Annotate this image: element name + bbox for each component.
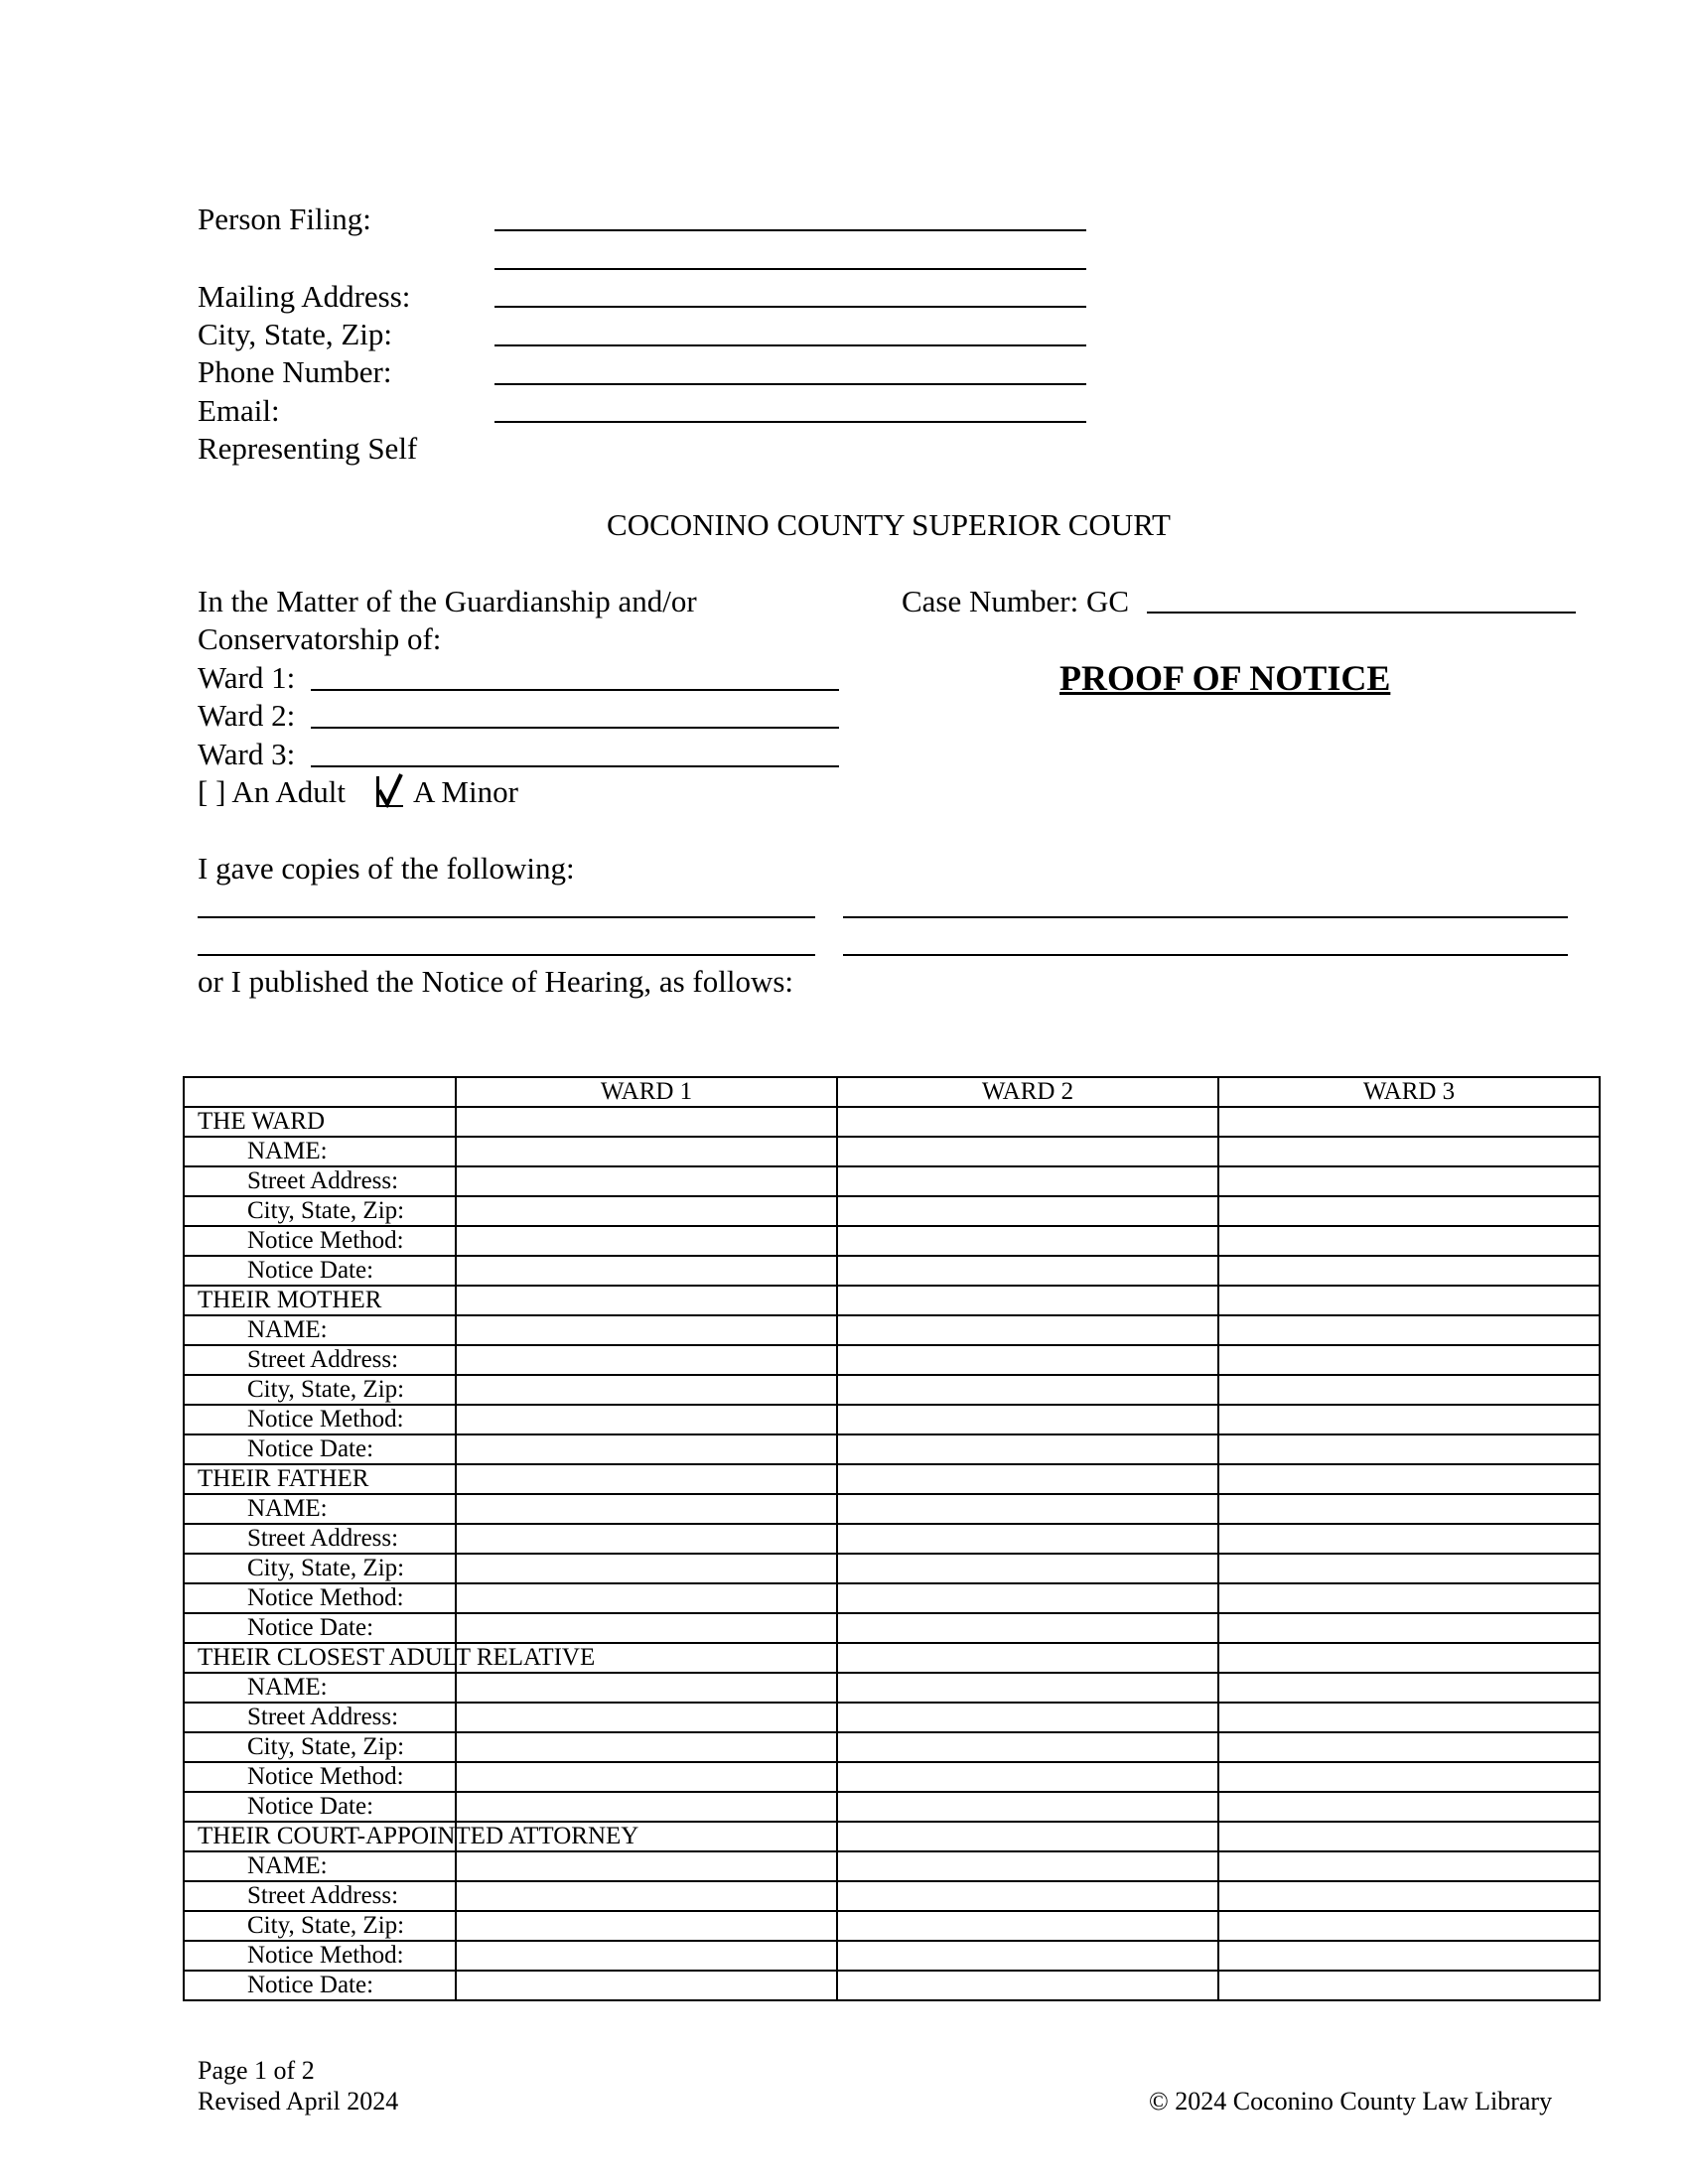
table-row: [184, 1345, 1600, 1375]
field-label: Notice Date:: [184, 1613, 456, 1643]
field-label: NAME:: [184, 1851, 456, 1881]
field-label: Notice Date:: [184, 1971, 456, 2000]
table-cell[interactable]: [1218, 1971, 1600, 2000]
field-label: NAME:: [184, 1673, 456, 1703]
matter-line-2: Conservatorship of:: [198, 621, 442, 656]
table-cell[interactable]: [837, 1286, 1218, 1315]
mailing-address-label: Mailing Address:: [198, 279, 411, 314]
table-row: [184, 1703, 1600, 1732]
table-cell[interactable]: [1218, 1851, 1600, 1881]
field-label: NAME:: [184, 1494, 456, 1524]
table-cell[interactable]: [1218, 1613, 1600, 1643]
table-row: [184, 1792, 1600, 1822]
field-label: Street Address:: [184, 1524, 456, 1554]
copies-line-2[interactable]: [843, 916, 1568, 918]
table-cell[interactable]: [456, 1732, 837, 1762]
table-cell[interactable]: [1218, 1524, 1600, 1554]
revised-date: Revised April 2024: [198, 2087, 399, 2116]
section-title: THEIR COURT-APPOINTED ATTORNEY: [184, 1822, 456, 1851]
table-row: [184, 1941, 1600, 1971]
email-label: Email:: [198, 393, 280, 428]
table-cell[interactable]: [1218, 1673, 1600, 1703]
table-cell[interactable]: [456, 1107, 837, 1137]
section-title: THE WARD: [184, 1107, 456, 1137]
table-cell[interactable]: [456, 1583, 837, 1613]
table-cell[interactable]: [837, 1345, 1218, 1375]
table-cell[interactable]: [456, 1554, 837, 1583]
table-cell[interactable]: [837, 1464, 1218, 1494]
table-cell[interactable]: [456, 1971, 837, 2000]
table-cell[interactable]: [456, 1673, 837, 1703]
field-label: Notice Method:: [184, 1762, 456, 1792]
table-cell[interactable]: [837, 1881, 1218, 1911]
table-cell[interactable]: [837, 1375, 1218, 1405]
table-cell[interactable]: [837, 1107, 1218, 1137]
table-cell[interactable]: [456, 1881, 837, 1911]
ward-3-line[interactable]: [311, 765, 839, 767]
table-cell[interactable]: [456, 1196, 837, 1226]
table-cell[interactable]: [1218, 1703, 1600, 1732]
table-cell[interactable]: [456, 1315, 837, 1345]
table-cell[interactable]: [456, 1345, 837, 1375]
table-row: [184, 1613, 1600, 1643]
table-cell[interactable]: [456, 1524, 837, 1554]
field-label: Notice Method:: [184, 1226, 456, 1256]
column-header: WARD 1: [456, 1077, 837, 1107]
matter-line-1: In the Matter of the Guardianship and/or: [198, 584, 697, 618]
field-label: City, State, Zip:: [184, 1554, 456, 1583]
field-label: City, State, Zip:: [184, 1732, 456, 1762]
section-title: THEIR FATHER: [184, 1464, 456, 1494]
table-row: [184, 1494, 1600, 1524]
field-label: Notice Method:: [184, 1405, 456, 1434]
table-row: [184, 1881, 1600, 1911]
ward-2-label: Ward 2:: [198, 698, 296, 733]
field-label: Notice Date:: [184, 1792, 456, 1822]
copyright: © 2024 Coconino County Law Library: [1149, 2087, 1553, 2116]
table-cell[interactable]: [837, 1673, 1218, 1703]
table-row: [184, 1256, 1600, 1286]
table-row: [184, 1554, 1600, 1583]
table-cell[interactable]: [456, 1137, 837, 1166]
table-cell[interactable]: [1218, 1792, 1600, 1822]
table-cell[interactable]: [1218, 1762, 1600, 1792]
table-cell[interactable]: [837, 1196, 1218, 1226]
table-row: [184, 1911, 1600, 1941]
table-cell[interactable]: [837, 1911, 1218, 1941]
table-row: [184, 1434, 1600, 1464]
table-cell[interactable]: [456, 1434, 837, 1464]
table-cell[interactable]: [837, 1137, 1218, 1166]
field-label: Notice Method:: [184, 1941, 456, 1971]
table-cell[interactable]: [1218, 1643, 1600, 1673]
table-cell[interactable]: [837, 1405, 1218, 1434]
copies-line-4[interactable]: [843, 954, 1568, 956]
mailing-address-line[interactable]: [494, 306, 1086, 308]
table-row: [184, 1673, 1600, 1703]
table-row: [184, 1851, 1600, 1881]
table-row: [184, 1762, 1600, 1792]
table-cell[interactable]: [456, 1464, 837, 1494]
table-cell[interactable]: [837, 1822, 1218, 1851]
field-label: Street Address:: [184, 1703, 456, 1732]
column-header: WARD 2: [837, 1077, 1218, 1107]
table-cell[interactable]: [456, 1851, 837, 1881]
field-label: Street Address:: [184, 1345, 456, 1375]
table-cell[interactable]: [1218, 1434, 1600, 1464]
table-cell[interactable]: [1218, 1554, 1600, 1583]
table-cell[interactable]: [837, 1703, 1218, 1732]
table-header-row: [184, 1077, 1600, 1107]
document-title: PROOF OF NOTICE: [1059, 658, 1391, 698]
ward-1-line[interactable]: [311, 689, 839, 691]
table-cell[interactable]: [837, 1434, 1218, 1464]
table-cell[interactable]: [1218, 1494, 1600, 1524]
section-title: THEIR MOTHER: [184, 1286, 456, 1315]
case-number-label: Case Number: GC: [902, 584, 1130, 618]
section-title: THEIR CLOSEST ADULT RELATIVE: [184, 1643, 456, 1673]
table-row: [184, 1971, 1600, 2000]
table-cell[interactable]: [456, 1226, 837, 1256]
adult-option[interactable]: [198, 776, 346, 807]
person-filing-line[interactable]: [494, 229, 1086, 231]
court-name: COCONINO COUNTY SUPERIOR COURT: [607, 507, 1171, 542]
ward-2-line[interactable]: [311, 727, 839, 729]
field-label: NAME:: [184, 1315, 456, 1345]
table-cell[interactable]: [837, 1315, 1218, 1345]
table-cell[interactable]: [1218, 1911, 1600, 1941]
table-cell[interactable]: [456, 1286, 837, 1315]
table-row: [184, 1405, 1600, 1434]
table-cell[interactable]: [837, 1851, 1218, 1881]
table-cell[interactable]: [837, 1226, 1218, 1256]
table-cell[interactable]: [1218, 1226, 1600, 1256]
table-cell[interactable]: [456, 1703, 837, 1732]
minor-label: A Minor: [413, 774, 518, 809]
adult-checkbox-label: [ ] An Adult: [198, 774, 346, 809]
table-cell[interactable]: [456, 1762, 837, 1792]
header-blank-cell: [184, 1077, 456, 1107]
notice-table: [183, 1076, 1601, 2001]
field-label: City, State, Zip:: [184, 1375, 456, 1405]
section-row: [184, 1822, 1600, 1851]
gave-copies-label: I gave copies of the following:: [198, 851, 575, 886]
phone-number-label: Phone Number:: [198, 354, 392, 389]
minor-option[interactable]: [375, 772, 405, 813]
section-row: [184, 1464, 1600, 1494]
table-cell[interactable]: [837, 1256, 1218, 1286]
checkmark-icon: [375, 772, 405, 813]
table-cell[interactable]: [837, 1971, 1218, 2000]
table-cell[interactable]: [837, 1613, 1218, 1643]
published-label: or I published the Notice of Hearing, as follows:: [198, 964, 794, 999]
table-cell[interactable]: [837, 1494, 1218, 1524]
table-cell[interactable]: [456, 1941, 837, 1971]
table-row: [184, 1315, 1600, 1345]
table-cell[interactable]: [456, 1792, 837, 1822]
table-cell[interactable]: [456, 1256, 837, 1286]
table-cell[interactable]: [837, 1166, 1218, 1196]
phone-number-line[interactable]: [494, 383, 1086, 385]
field-label: Notice Date:: [184, 1434, 456, 1464]
table-cell[interactable]: [1218, 1107, 1600, 1137]
table-cell[interactable]: [1218, 1464, 1600, 1494]
table-row: [184, 1732, 1600, 1762]
email-line[interactable]: [494, 421, 1086, 423]
ward-3-label: Ward 3:: [198, 737, 296, 771]
person-filing-label: Person Filing:: [198, 202, 371, 236]
table-cell[interactable]: [1218, 1822, 1600, 1851]
table-row: [184, 1583, 1600, 1613]
table-cell[interactable]: [837, 1583, 1218, 1613]
table-cell[interactable]: [456, 1166, 837, 1196]
copies-line-3[interactable]: [198, 954, 815, 956]
table-cell[interactable]: [837, 1762, 1218, 1792]
table-cell[interactable]: [837, 1524, 1218, 1554]
table-row: [184, 1137, 1600, 1166]
page-number: Page 1 of 2: [198, 2056, 315, 2085]
table-row: [184, 1375, 1600, 1405]
ward-1-label: Ward 1:: [198, 660, 296, 695]
table-row: [184, 1226, 1600, 1256]
table-row: [184, 1166, 1600, 1196]
table-cell[interactable]: [1218, 1196, 1600, 1226]
column-header: WARD 3: [1218, 1077, 1600, 1107]
table-cell[interactable]: [837, 1643, 1218, 1673]
table-cell[interactable]: [1218, 1583, 1600, 1613]
table-cell[interactable]: [837, 1792, 1218, 1822]
table-cell[interactable]: [837, 1941, 1218, 1971]
field-label: City, State, Zip:: [184, 1911, 456, 1941]
table-cell[interactable]: [1218, 1166, 1600, 1196]
table-cell[interactable]: [1218, 1375, 1600, 1405]
table-row: [184, 1196, 1600, 1226]
section-row: [184, 1286, 1600, 1315]
table-cell[interactable]: [1218, 1732, 1600, 1762]
field-label: City, State, Zip:: [184, 1196, 456, 1226]
table-row: [184, 1524, 1600, 1554]
table-cell[interactable]: [1218, 1405, 1600, 1434]
table-cell[interactable]: [837, 1554, 1218, 1583]
table-cell[interactable]: [1218, 1256, 1600, 1286]
table-cell[interactable]: [456, 1405, 837, 1434]
field-label: Notice Date:: [184, 1256, 456, 1286]
person-filing-line-2[interactable]: [494, 268, 1086, 270]
field-label: NAME:: [184, 1137, 456, 1166]
table-cell[interactable]: [456, 1911, 837, 1941]
table-cell[interactable]: [1218, 1315, 1600, 1345]
table-cell[interactable]: [1218, 1941, 1600, 1971]
table-cell[interactable]: [1218, 1137, 1600, 1166]
table-cell[interactable]: [837, 1732, 1218, 1762]
table-cell[interactable]: [456, 1375, 837, 1405]
section-row: [184, 1643, 1600, 1673]
field-label: Street Address:: [184, 1881, 456, 1911]
case-number-line[interactable]: [1147, 612, 1576, 614]
field-label: Street Address:: [184, 1166, 456, 1196]
field-label: Notice Method:: [184, 1583, 456, 1613]
city-state-zip-line[interactable]: [494, 344, 1086, 346]
table-cell[interactable]: [456, 1613, 837, 1643]
table-cell[interactable]: [456, 1494, 837, 1524]
table-cell[interactable]: [1218, 1881, 1600, 1911]
table-cell[interactable]: [1218, 1345, 1600, 1375]
copies-line-1[interactable]: [198, 916, 815, 918]
section-row: [184, 1107, 1600, 1137]
representing-self-label: Representing Self: [198, 431, 418, 466]
table-cell[interactable]: [1218, 1286, 1600, 1315]
city-state-zip-label: City, State, Zip:: [198, 317, 393, 351]
